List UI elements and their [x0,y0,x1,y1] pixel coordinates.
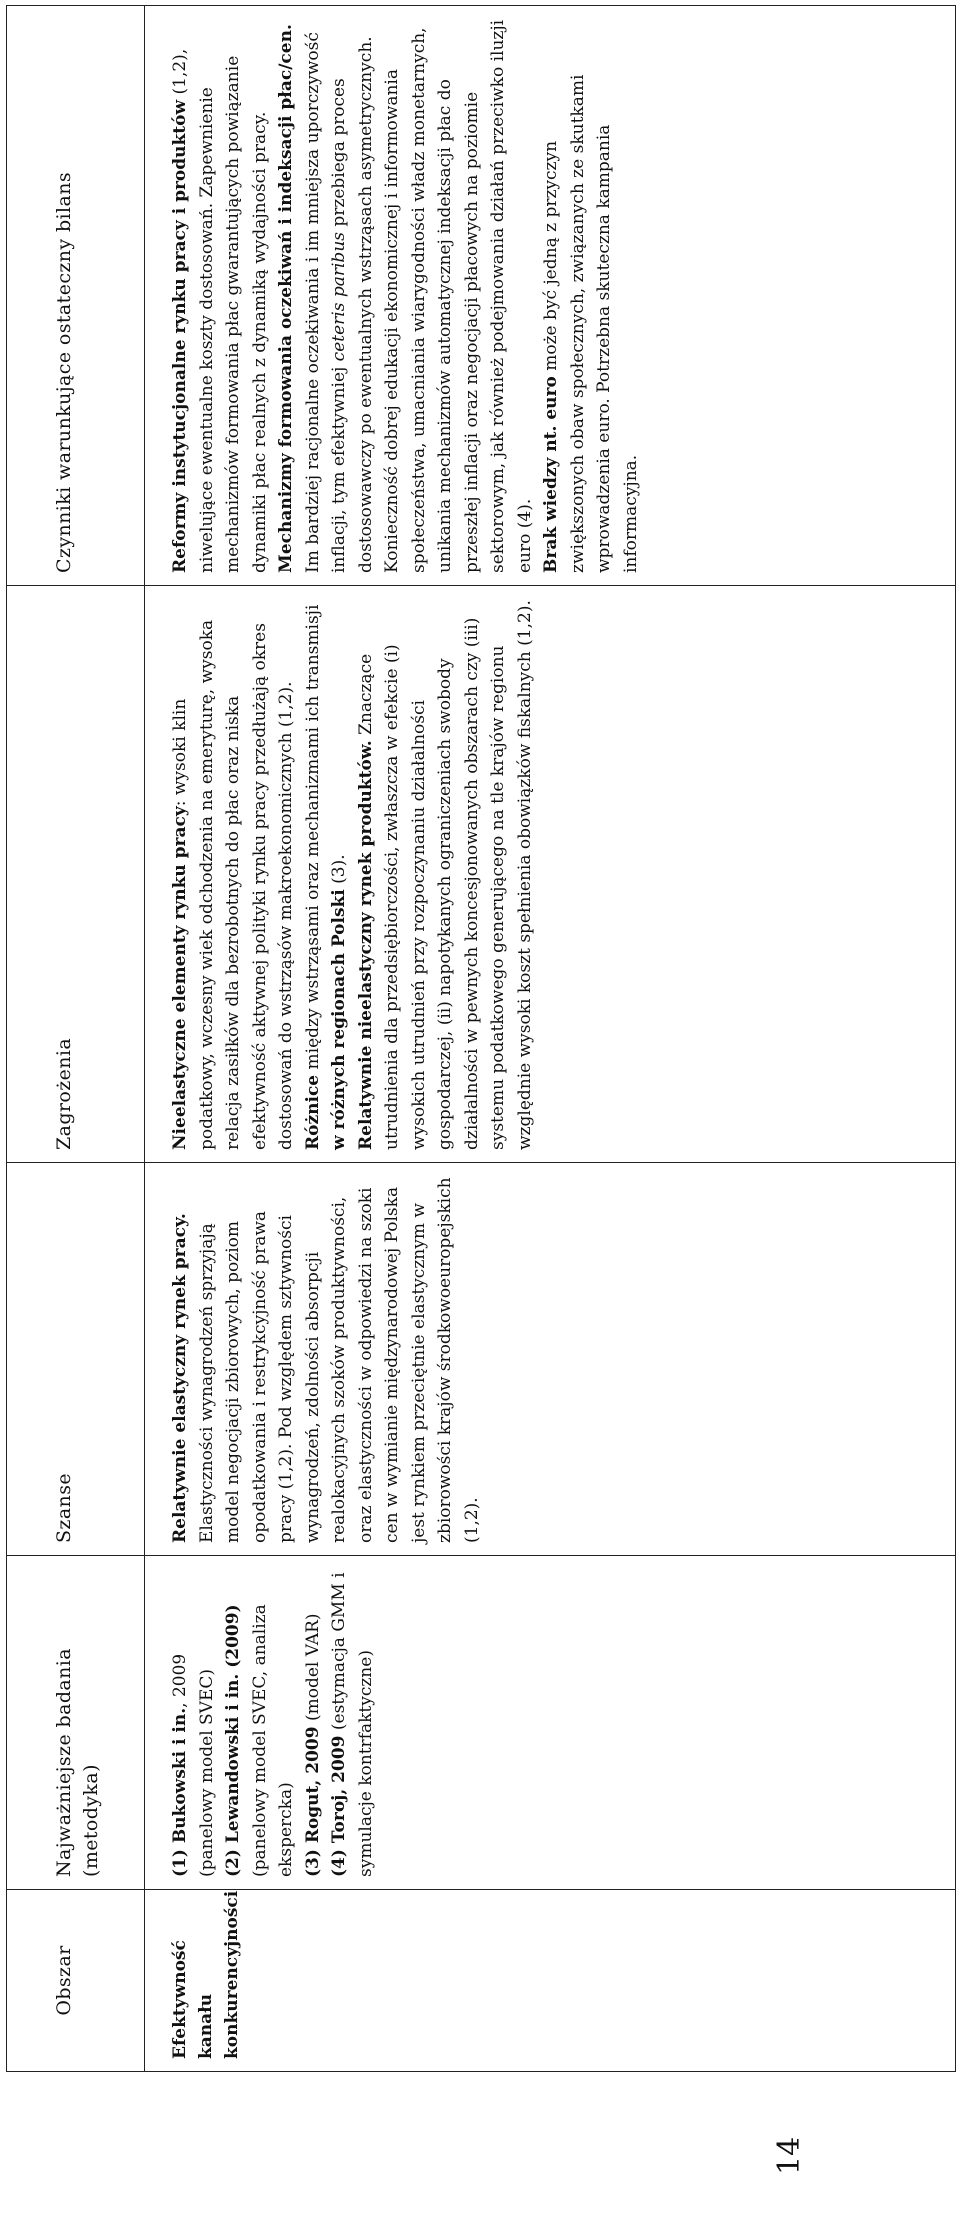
factor-paragraph [273,18,538,573]
factor-heading: Brak wiedzy nt. euro [541,376,561,573]
opportunity-paragraph [167,1175,485,1543]
area-cell [145,1890,956,2072]
threat-paragraph [353,598,539,1150]
factor-latin-phrase: ceteris paribus [329,232,349,362]
factor-text: przebiega proces dostosowawczy po ewentualnych wstrząsach asymetrycznych. Konieczność dobrej edukacji ekonomicznej i informowania społeczeństwa, umacniania wiarygodności władz monetarnych, unikania mechanizmów automatycznej indeksacji płac do przeszłej inflacji oraz negocjacji płacowych na poziomie sektorowym, jak również podejmowania działań przeciwko iluzji euro (4). [329,19,535,573]
header-area: Obszar [7,1890,145,2072]
factors-cell [145,6,956,586]
threat-heading: Nieelastyczne elementy rynku pracy [170,806,190,1150]
threat-text: (3). [329,854,349,890]
threat-text: : wysoki klin podatkowy, wczesny wiek odchodzenia na emeryturę, wysoka relacja zasiłków dla bezrobotnych do płac oraz niska efektywność aktywnej polityki rynku pracy przedłużają okres dostosowań do wstrząsów makroekonomicznych (1,2). [170,619,296,1150]
threat-text: między wstrząsami oraz mechanizmami ich transmisji [302,604,323,1075]
study-entry [220,1568,300,1877]
threat-paragraph [167,598,300,1150]
factor-text: może być jedną z przyczyn zwiększonych obaw społecznych, związanych ze skutkami wprowadzenia euro. Potrzebna skuteczna kampania informacyjna. [541,74,641,573]
rotated-table-wrapper [6,6,956,2072]
study-entry [167,1568,220,1877]
study-entry [326,1568,379,1877]
factor-heading: Reformy instytucjonalne rynku pracy i produktów [170,99,190,573]
threat-heading: Relatywnie nieelastyczny rynek produktów. [355,740,376,1150]
threat-emphasis: w różnych regionach Polski [329,889,349,1150]
factor-heading: Mechanizmy formowania oczekiwań i indeksacji płac/cen. [276,24,296,573]
opportunities-cell [145,1163,956,1556]
area-line: kanału [196,1993,216,2059]
factor-text: Im bardziej racjonalne oczekiwania i im mniejsza uporczywość inflacji, tym efektywniej [302,32,349,573]
table-row [145,6,956,2072]
threat-text: Znaczące utrudnienia dla przedsiębiorczości, zwłaszcza w efekcie (i) wysokich utrudnień przy rozpoczynaniu działalności gospodarczej, (ii) napotykanych ograniczeniach swobody działalności w pewnych koncesjonowanych obszarach czy (iii) systemu podatkowego generującego na tle krajów regionu względnie wysoki koszt spełnienia obowiązków fiskalnych (1,2). [355,600,535,1150]
studies-cell [145,1556,956,1890]
study-method: (estymacja GMM i symulacje kontrfaktyczne) [329,1572,376,1877]
study-method: (model VAR) [302,1613,323,1727]
study-method: , 2009 (panelowy model SVEC) [170,1653,217,1877]
area-line: konkurencyjności [222,1890,242,2059]
opportunity-heading: Relatywnie elastyczny rynek pracy. [170,1213,190,1543]
study-author: (3) Rogut, 2009 [302,1726,323,1877]
factor-paragraph [538,18,644,573]
factor-text: (1,2), niwelujące ewentualne koszty dostosowań. Zapewnienie mechanizmów formowania płac gwarantujących powiązanie dynamiki płac realnych z dynamiką wydajności pracy. [170,48,270,573]
opportunity-text: Elastyczności wynagrodzeń sprzyjają model negocjacji zbiorowych, poziom opodatkowania i restrykcyjność prawa pracy (1,2). Pod względem sztywności wynagrodzeń, zdolności absorpcji realokacyjnych szoków produktywności, oraz elastyczności w odpowiedzi na szoki cen w wymianie międzynarodowej Polska jest rynkiem przeciętnie elastycznym w zbiorowości krajów środkowoeuropejskich (1,2). [196,1177,482,1543]
header-opportunities: Szanse [7,1163,145,1556]
threats-cell [145,586,956,1163]
table-header-row [7,6,145,2072]
study-method: (panelowy model SVEC, analiza ekspercka) [249,1604,296,1877]
threat-paragraph [300,598,353,1150]
analysis-table [6,5,956,2072]
factor-paragraph [167,18,273,573]
area-line: Efektywność [170,1940,190,2059]
header-threats: Zagrożenia [7,586,145,1163]
header-studies: Najważniejsze badania (metodyka) [7,1556,145,1890]
study-entry [300,1568,327,1877]
header-factors: Czynniki warunkujące ostateczny bilans [7,6,145,586]
threat-heading: Różnice [302,1074,323,1150]
study-author: (1) Bukowski i in. [170,1707,190,1877]
study-author: (4) Toroj, 2009 [329,1735,349,1877]
study-author: (2) Lewandowski i in. (2009) [223,1604,243,1877]
page-number: 14 [772,2136,807,2175]
